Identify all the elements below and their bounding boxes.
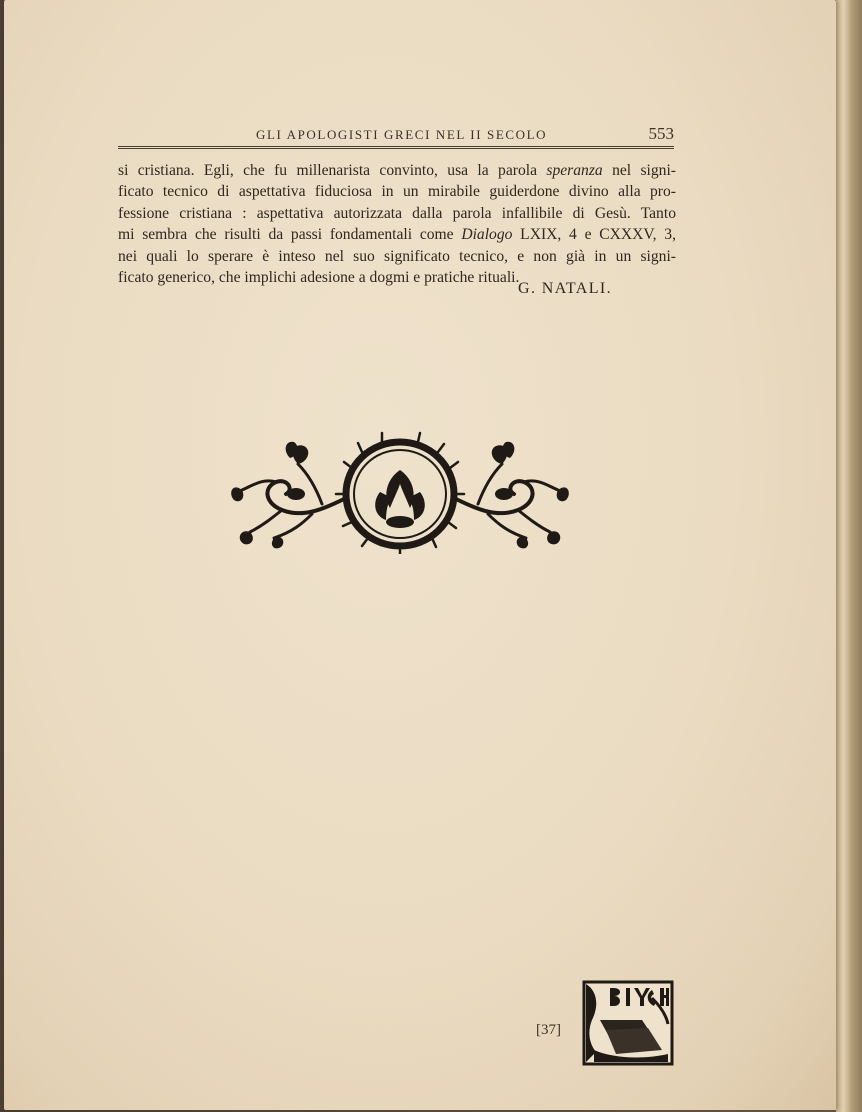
text-line: si cristiana. Egli, che fu millenarista convinto, usa la parola speranza nel signi- bbox=[118, 162, 676, 179]
text-line: fessione cristiana : aspettativa autorizzata dalla parola infallibile di Gesù. Tanto bbox=[118, 204, 676, 222]
thorn-wreath-vine-ornament-icon bbox=[222, 428, 578, 554]
text-line: ficato tecnico di aspettativa fiduciosa in un mirabile guiderdone divino alla pro- bbox=[118, 183, 676, 201]
author-signature: G. NATALI. bbox=[518, 280, 613, 297]
page-edges bbox=[836, 0, 862, 1112]
page-number: 553 bbox=[648, 124, 674, 143]
running-title: GLI APOLOGISTI GRECI NEL II SECOLO bbox=[256, 127, 548, 142]
text-line: nei quali lo sperare è inteso nel suo significato tecnico, e non già in un signi- bbox=[118, 247, 676, 265]
body-paragraph bbox=[118, 160, 676, 288]
folio-number: [37] bbox=[536, 1022, 561, 1038]
text-line: ficato generico, che implichi adesione a dogmi e pratiche rituali. bbox=[118, 268, 520, 286]
running-head bbox=[118, 122, 678, 148]
emphasis-speranza: speranza bbox=[546, 162, 603, 179]
library-stamp-icon bbox=[582, 980, 674, 1066]
text-line: mi sembra che risulti da passi fondamentali come Dialogo LXIX, 4 e CXXXV, 3, bbox=[118, 226, 676, 244]
header-rule bbox=[118, 146, 674, 149]
emphasis-dialogo: Dialogo bbox=[461, 226, 513, 244]
document-page bbox=[4, 0, 836, 1110]
